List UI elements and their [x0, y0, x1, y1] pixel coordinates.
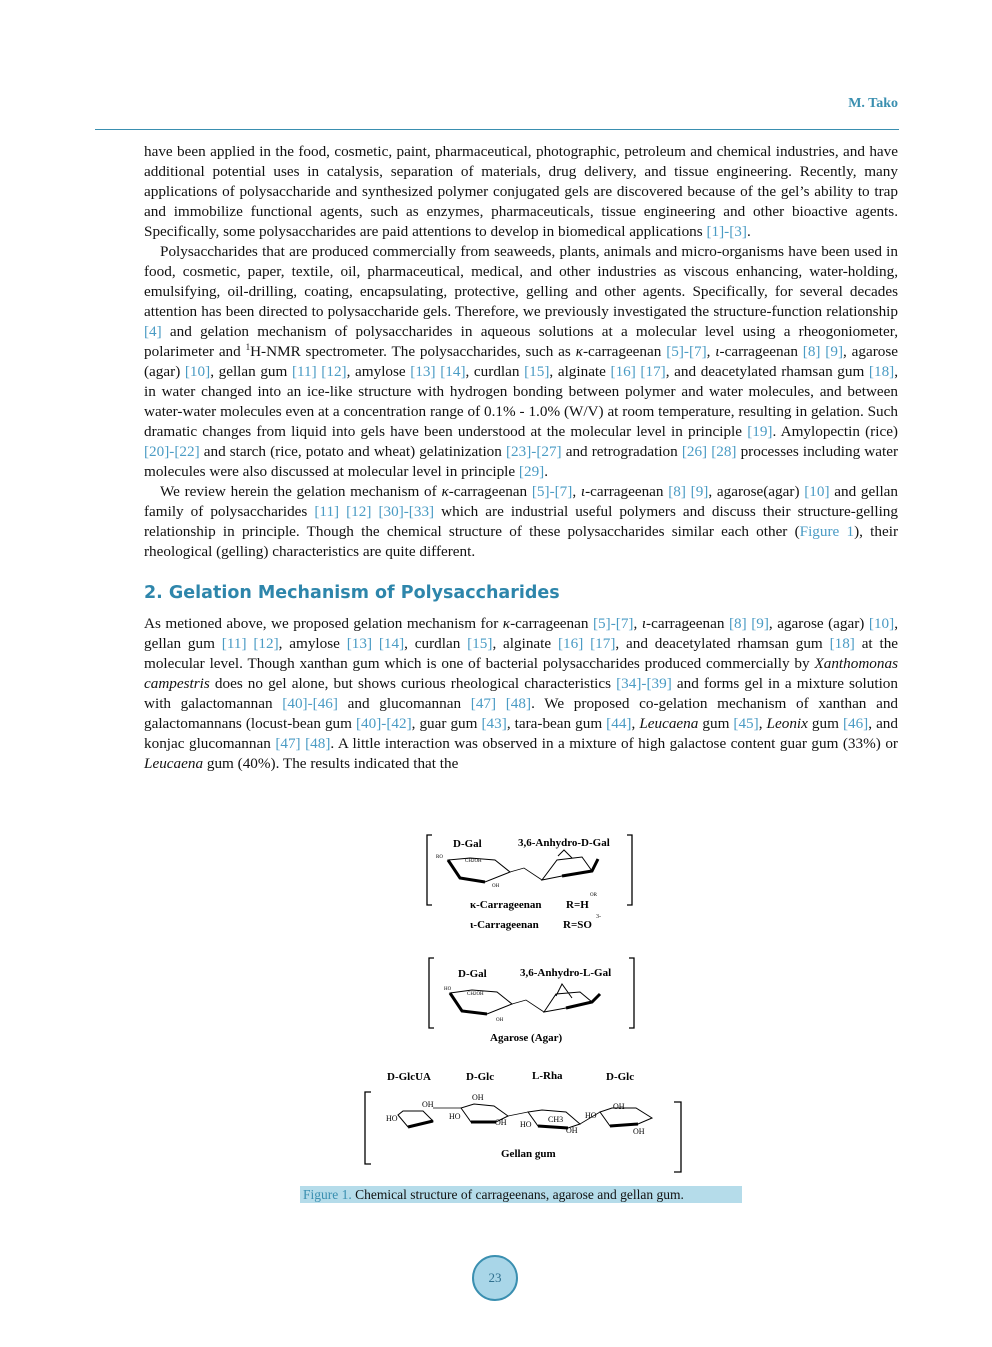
- carrageenan-structure: [427, 835, 632, 931]
- text: ,: [633, 615, 642, 632]
- citation-link[interactable]: [5]-[7]: [593, 615, 634, 632]
- text: and gelation mechanism of polysaccharides in aqueous solutions at a molecular level using a rheogoniometer, polarimeter and: [144, 323, 898, 360]
- label-ho: HO: [444, 987, 452, 992]
- citation-link[interactable]: [19]: [747, 423, 773, 440]
- text: at the molecular level. Though xanthan gum which is one of bacterial polysaccharides produced commercially by: [144, 635, 899, 672]
- intro-paragraphs: [144, 142, 898, 562]
- text: -carrageenan: [646, 615, 729, 632]
- running-header-author: M. Tako: [848, 96, 898, 111]
- citation-link[interactable]: [45]: [733, 715, 759, 732]
- citation-link[interactable]: [43]: [481, 715, 507, 732]
- text: , agarose (agar): [144, 343, 899, 380]
- citation-link[interactable]: [5]-[7]: [531, 483, 573, 500]
- italic-text: ι: [641, 615, 647, 632]
- text: gum: [698, 715, 734, 732]
- label-gellan-gum: Gellan gum: [501, 1148, 556, 1160]
- article-body: [144, 142, 898, 774]
- figure-label-link[interactable]: Figure 1.: [303, 1187, 352, 1202]
- section-paragraphs: [144, 614, 898, 774]
- text: gum: [807, 715, 843, 732]
- italic-text: Leucaena: [144, 755, 204, 772]
- citation-link[interactable]: [8] [9]: [728, 615, 769, 632]
- citation-link[interactable]: [46]: [842, 715, 869, 732]
- label-d-gal-agarose: D-Gal: [458, 968, 487, 980]
- citation-link[interactable]: [4]: [144, 323, 162, 340]
- text: , tara-bean gum: [506, 715, 607, 732]
- label-oh-2: OH: [472, 1093, 484, 1102]
- figure-1-structures: [0, 826, 992, 1216]
- citation-link[interactable]: [5]-[7]: [666, 343, 707, 360]
- text: .: [544, 463, 549, 480]
- label-oh: OH: [492, 884, 500, 889]
- paragraph: [144, 242, 898, 482]
- text: ,: [631, 715, 640, 732]
- citation-link[interactable]: [18]: [868, 363, 895, 380]
- paragraph: [144, 142, 898, 242]
- text: , amylose: [346, 363, 411, 380]
- text: and starch (rice, potato and wheat) gelatinization: [199, 443, 506, 460]
- text: Polysaccharides that are produced commercially from seaweeds, plants, animals and micro-organisms have been used in food, cosmetic, paper, textile, oil, pharmaceutical, medical, and other industries as viscous enhancing, water-holding, emulsifying, oil-drilling, coating, encapsulating, protective, gelling and other agents. Specifically, for several decades attention has been directed to polysaccharide gels. Therefore, we previously investigated the structure-function relationship: [144, 243, 898, 320]
- agarose-structure: [429, 958, 634, 1044]
- label-oh-6: OH: [633, 1127, 645, 1136]
- text: , agarose(agar): [708, 483, 805, 500]
- text: , curdlan: [465, 363, 525, 380]
- citation-link[interactable]: [34]-[39]: [616, 675, 672, 692]
- label-l-rha: L-Rha: [532, 1070, 563, 1082]
- citation-link[interactable]: Figure 1: [799, 523, 855, 540]
- text: As metioned above, we proposed gelation mechanism for: [144, 615, 503, 632]
- label-agarose: Agarose (Agar): [490, 1032, 563, 1044]
- citation-link[interactable]: [44]: [606, 715, 632, 732]
- text: which are industrial useful polymers and discuss their structure-gelling relationship in principle. Though the chemical structure of these polysaccharides similar each other (: [144, 503, 898, 540]
- label-ch2oh: CH2OH: [465, 859, 482, 864]
- text: -carrageenan: [510, 615, 593, 632]
- text: , alginate: [492, 635, 558, 652]
- text: We review herein the gelation mechanism of: [160, 483, 442, 500]
- text: -carrageenan: [585, 483, 669, 500]
- italic-text: κ: [575, 343, 583, 360]
- citation-link[interactable]: [11] [12] [30]-[33]: [314, 503, 435, 520]
- label-kappa-r: R=H: [566, 899, 589, 911]
- citation-link[interactable]: [23]-[27]: [505, 443, 562, 460]
- citation-link[interactable]: [10]: [184, 363, 211, 380]
- citation-link[interactable]: [10]: [804, 483, 830, 500]
- text: , and konjac glucomannan: [144, 715, 898, 752]
- label-d-gal: D-Gal: [453, 838, 482, 850]
- label-iota-carrageenan: ι-Carrageenan: [470, 919, 539, 931]
- text: , in water changed into an ice-like structure with hydrogen bonding between polymer and water molecules, and between water-water molecules even at a concentration range of 0.1% - 1.0% (W/V) at room temperature, resulting in gelation. Such dramatic changes from liquid into gels have been understood at the molecular level in principle: [144, 363, 899, 440]
- label-iota-charge: 3-: [596, 914, 601, 920]
- text: and retrogradation: [561, 443, 682, 460]
- text: does no gel alone, but shows curious rheological characteristics: [209, 675, 617, 692]
- citation-link[interactable]: [47] [48]: [470, 695, 532, 712]
- citation-link[interactable]: [47] [48]: [275, 735, 331, 752]
- citation-link[interactable]: [29]: [518, 463, 545, 480]
- citation-link[interactable]: [1]-[3]: [706, 223, 747, 240]
- citation-link[interactable]: [15]: [467, 635, 493, 652]
- label-oh-5: OH: [613, 1102, 625, 1111]
- label-ho-1: HO: [386, 1114, 398, 1123]
- label-oh-3: OH: [495, 1118, 507, 1127]
- text: and forms gel in a mixture solution with galactomannan: [144, 675, 898, 712]
- label-d-glc-1: D-Glc: [466, 1071, 495, 1083]
- italic-text: Leonix: [766, 715, 808, 732]
- text: H-NMR spectrometer. The polysaccharides, such as: [250, 343, 576, 360]
- text: , amylose: [278, 635, 347, 652]
- header-rule: [95, 129, 899, 130]
- citation-link[interactable]: [16] [17]: [610, 363, 666, 380]
- label-oh-4: OH: [566, 1126, 578, 1135]
- citation-link[interactable]: [13] [14]: [346, 635, 405, 652]
- italic-text: Xanthomonas campestris: [144, 655, 898, 692]
- text: have been applied in the food, cosmetic, paint, pharmaceutical, photographic, petroleum and chemical industries, and have additional potential uses in catalysis, separation of materials, drug delivery, and tissue engineering. Recently, many applications of polysaccharide and synthesized polymer conjugated gels are discovered because of the gel’s ability to trap and immobilize functional agents, such as enzymes, pharmaceuticals, tissue engineering and other bioactive agents. Specifically, some polysaccharides are paid attentions to develop in biomedical applications: [144, 143, 898, 240]
- paragraph: [144, 614, 898, 774]
- text: ,: [758, 715, 767, 732]
- citation-link[interactable]: [13] [14]: [410, 363, 466, 380]
- label-kappa-carrageenan: κ-Carrageenan: [470, 899, 542, 911]
- italic-text: ι: [715, 343, 720, 360]
- label-ho-4: HO: [585, 1111, 597, 1120]
- citation-link[interactable]: [8] [9]: [802, 343, 844, 360]
- text: -carrageenan: [448, 483, 532, 500]
- citation-link[interactable]: [26] [28]: [681, 443, 737, 460]
- page-number-badge: 23: [472, 1255, 518, 1301]
- text: ,: [572, 483, 581, 500]
- label-oh-1: OH: [422, 1100, 434, 1109]
- superscript: 1: [245, 341, 251, 352]
- label-d-glc-2: D-Glc: [606, 1071, 635, 1083]
- section-heading: 2. Gelation Mechanism of Polysaccharides: [144, 583, 560, 603]
- figure-caption-text: Chemical structure of carrageenans, agarose and gellan gum.: [351, 1187, 684, 1202]
- text: , and deacetylated rhamsan gum: [615, 635, 830, 652]
- text: ), their rheological (gelling) characteristics are quite different.: [144, 523, 899, 560]
- text: -carrageenan: [582, 343, 667, 360]
- italic-text: ι: [580, 483, 586, 500]
- label-ch3: CH3: [548, 1115, 564, 1124]
- citation-link[interactable]: [20]-[22]: [144, 443, 200, 460]
- gellan-structure: [365, 1070, 681, 1172]
- text: .: [746, 223, 751, 240]
- label-ho-3: HO: [520, 1120, 532, 1129]
- label-anhydro-l-gal: 3,6-Anhydro-L-Gal: [520, 967, 612, 979]
- text: , and deacetylated rhamsan gum: [665, 363, 869, 380]
- figure-caption: [300, 1186, 742, 1203]
- text: , gellan gum: [144, 615, 898, 652]
- label-oh-agarose: OH: [496, 1018, 504, 1023]
- citation-link[interactable]: [8] [9]: [668, 483, 709, 500]
- text: and gellan family of polysaccharides: [144, 483, 898, 520]
- text: . A little interaction was observed in a mixture of high galactose content guar gum (33%) or: [330, 735, 898, 752]
- text: , alginate: [549, 363, 611, 380]
- italic-text: Leucaena: [639, 715, 699, 732]
- text: , guar gum: [411, 715, 482, 732]
- citation-link[interactable]: [11] [12]: [221, 635, 279, 652]
- citation-link[interactable]: [10]: [868, 615, 895, 632]
- text: , agarose (agar): [768, 615, 869, 632]
- text: ,: [706, 343, 716, 360]
- label-or: OR: [590, 893, 597, 898]
- label-iota-r: R=SO: [563, 919, 592, 931]
- italic-text: κ: [502, 615, 511, 632]
- label-d-glcua: D-GlcUA: [387, 1071, 431, 1083]
- citation-link[interactable]: [40]-[42]: [355, 715, 412, 732]
- text: , gellan gum: [210, 363, 292, 380]
- text: -carrageenan: [719, 343, 803, 360]
- label-ro: RO: [436, 855, 443, 860]
- citation-link[interactable]: [40]-[46]: [282, 695, 338, 712]
- paragraph: [144, 482, 898, 562]
- text: . Amylopectin (rice): [772, 423, 898, 440]
- citation-link[interactable]: [18]: [829, 635, 855, 652]
- italic-text: κ: [441, 483, 449, 500]
- label-anhydro-d-gal: 3,6-Anhydro-D-Gal: [518, 837, 610, 849]
- citation-link[interactable]: [15]: [524, 363, 550, 380]
- citation-link[interactable]: [16] [17]: [557, 635, 616, 652]
- label-ch2oh-agarose: CH2OH: [467, 992, 484, 997]
- text: gum (40%). The results indicated that the: [203, 755, 459, 772]
- label-ho-2: HO: [449, 1112, 461, 1121]
- citation-link[interactable]: [11] [12]: [291, 363, 347, 380]
- text: and glucomannan: [337, 695, 471, 712]
- text: . We proposed co-gelation mechanism of xanthan and galactomannans (locust-bean gum: [144, 695, 899, 732]
- text: processes including water molecules were also discussed at molecular level in principle: [144, 443, 899, 480]
- text: , curdlan: [404, 635, 468, 652]
